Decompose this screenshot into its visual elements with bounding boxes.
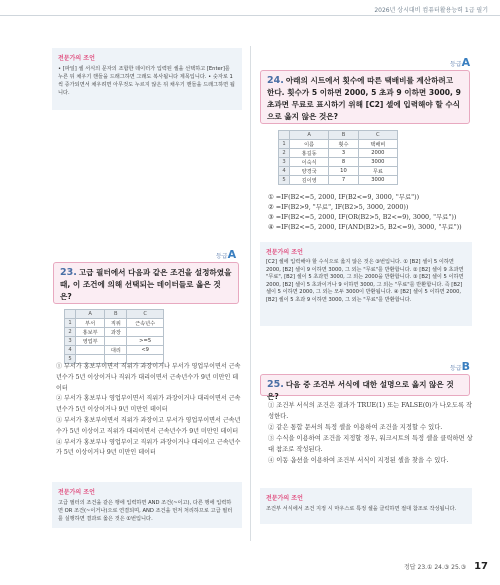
row-header: 1 (279, 140, 290, 149)
difficulty-grade: B (461, 360, 470, 373)
sheet-row (279, 149, 398, 158)
sheet-cell: 이숙식 (290, 158, 329, 167)
q23-number: 23. (60, 267, 77, 278)
q23-difficulty (216, 248, 236, 261)
sheet-row (279, 167, 398, 176)
page-footer (404, 561, 488, 572)
sheet-cell: 이름 (290, 140, 329, 149)
sheet-cell: 7 (329, 176, 358, 185)
q24-question-text: 아래의 시트에서 횟수에 따른 택배비를 계산하려고 한다. 횟수가 5 이하면 2000, 5 초과 9 이하면 3000, 9 초과면 무료로 표시하기 위해 [C2] 셀에 입력해야 할 수식으로 옳지 않은 것은? (267, 76, 461, 121)
sheet-cell: 근속년수 (127, 319, 164, 328)
sheet-cell: <9 (127, 346, 164, 355)
difficulty-grade: A (227, 248, 237, 261)
sheet-cell: >=5 (127, 337, 164, 346)
difficulty-label: 등급 (450, 365, 462, 372)
sheet-cell: 대리 (105, 346, 127, 355)
q23-option-3[interactable]: ③ 부서가 홍보부이면서 직위가 과장이고 부서가 영업부이면서 근속년수가 5년 이상이고 직위가 대리이면서 근속년수가 9년 미만인 데이터 (56, 416, 241, 435)
sheet-cell: 3000 (358, 158, 397, 167)
expert-tip-text: 조건부 서식에서 조건 지정 시 마우스로 특정 셀을 클릭하면 절대 참조로 작성됩니다. (266, 506, 457, 512)
sheet-cell: 횟수 (329, 140, 358, 149)
header-divider (0, 15, 500, 16)
sheet-header-row (65, 310, 164, 319)
answer-key: 정답 23.① 24.③ 25.③ (404, 564, 467, 571)
q24-spreadsheet (278, 130, 398, 185)
sheet-row (65, 328, 164, 337)
sheet-cell: 양경국 (290, 167, 329, 176)
sheet-header-row (279, 131, 398, 140)
expert-tip-text: [C2] 셀에 입력해야 할 수식으로 옳지 않은 것은 ③번입니다. ① [B2] 셀이 5 이하면 2000, [B2] 셀이 9 이하면 3000, 그 외는 "무료"를 반환합니다. ② [B2] 셀이 9 초과면 "무료", [B2] 셀이 5 초과면 3000, 그 외는 2000을 반환합니다. ③ [B2] 셀이 5 이하면 2000, [B2] 셀이 5 초과이거나 9 이하면 3000, 그 외는 "무료"를 반환합니다. 즉 [B2] 셀이 5 이하면 2000, 그 외는 모두 3000이 반환됩니다. ④ [B2] 셀이 5 이하면 2000, [B2] 셀이 5 초과 9 이하면 3000, 그 외는 "무료"를 반환합니다. (266, 259, 464, 303)
q25-option-1[interactable]: ① 조건부 서식의 조건은 결과가 TRUE(1) 또는 FALSE(0)가 나오도록 작성한다. (268, 402, 473, 420)
sheet-cell: 영업부 (76, 337, 105, 346)
sheet-row (65, 319, 164, 328)
q24-option-3[interactable]: ③ =IF(B2<=5, 2000, IF(OR(B2>5, B2<=9), 3000, "무료")) (268, 213, 457, 221)
q24-option-2[interactable]: ② =IF(B2>9, "무료", IF(B2>5, 3000, 2000)) (268, 203, 409, 211)
sheet-cell: 홍길동 (290, 149, 329, 158)
row-header: 4 (65, 346, 76, 355)
sheet-cell: 8 (329, 158, 358, 167)
q23-option-2[interactable]: ② 부서가 홍보부나 영업부이면서 직위가 과장이거나 대리이면서 근속년수가 5년 이상이거나 9년 미만인 데이터 (56, 395, 241, 414)
expert-tip-top-left (52, 48, 242, 110)
q24-question-box (260, 70, 470, 124)
col-header: A (76, 310, 105, 319)
col-header: C (127, 310, 164, 319)
sheet-cell: 택배비 (358, 140, 397, 149)
sheet-cell: 과장 (105, 328, 127, 337)
sheet-cell: 10 (329, 167, 358, 176)
expert-tip-title: 전문가의 조언 (266, 249, 303, 256)
q25-options (268, 400, 473, 466)
row-header: 5 (279, 176, 290, 185)
expert-tip-text: • [파일] 셀 서식의 문자의 조합한 데이터가 입력된 셀을 선택하고 [Enter]를 누른 뒤 채우기 핸들을 드래그하면 그래도 복사됩니다 제목입니다. • 숫자로 1씩 증가되면서 채우려면 아무것도 누르지 않은 뒤 채우기 핸들을 드래그하면 됩니다. (58, 66, 235, 96)
q25-option-4[interactable]: ④ 이동 옵션을 이용하여 조건부 서식이 지정된 셀을 찾을 수 있다. (268, 457, 449, 464)
q24-option-1[interactable]: ① =IF(B2<=5, 2000, IF(B2<=9, 3000, "무료")) (268, 193, 420, 201)
expert-tip-title: 전문가의 조언 (266, 495, 303, 502)
sheet-cell: 3 (329, 149, 358, 158)
q23-spreadsheet (64, 309, 164, 364)
sheet-row (65, 337, 164, 346)
q25-question-text: 다음 중 조건부 서식에 대한 설명으로 옳지 않은 것은? (267, 380, 454, 401)
sheet-cell: 김이영 (290, 176, 329, 185)
corner-cell (65, 310, 76, 319)
sheet-row (65, 346, 164, 355)
q23-question-text: 고급 필터에서 다음과 같은 조건을 설정하였을 때, 이 조건에 의해 선택되는 데이터들로 옳은 것은? (60, 268, 232, 301)
q25-number: 25. (267, 379, 284, 390)
q25-question-box (260, 374, 470, 401)
q24-number: 24. (267, 75, 284, 86)
q24-options (268, 192, 488, 232)
expert-tip-mid-right (260, 242, 472, 326)
sheet-row (279, 158, 398, 167)
sheet-cell: 부서 (76, 319, 105, 328)
sheet-row (279, 176, 398, 185)
col-header: C (358, 131, 397, 140)
row-header: 2 (65, 328, 76, 337)
difficulty-label: 등급 (450, 61, 462, 68)
expert-tip-bottom-right (260, 488, 472, 524)
sheet-cell (105, 337, 127, 346)
row-header: 4 (279, 167, 290, 176)
expert-tip-title: 전문가의 조언 (58, 55, 95, 62)
row-header: 3 (65, 337, 76, 346)
q24-option-4[interactable]: ④ =IF(B2<=5, 2000, IF(AND(B2>5, B2<=9), 3000, "무료")) (268, 223, 462, 231)
sheet-cell: 2000 (358, 149, 397, 158)
col-header: A (290, 131, 329, 140)
q23-options (56, 362, 242, 459)
sheet-cell: 홍보부 (76, 328, 105, 337)
sheet-cell (127, 328, 164, 337)
column-divider (250, 46, 251, 541)
header-title: 2026년 상시대비 컴퓨터활용능력 1급 필기 (374, 7, 488, 14)
sheet-row (279, 140, 398, 149)
sheet-cell: 무료 (358, 167, 397, 176)
col-header: B (329, 131, 358, 140)
q23-option-4[interactable]: ④ 부서가 홍보부나 영업부이고 직위가 과장이거나 대리이고 근속년수가 5년 이상이거나 9년 미만인 데이터 (56, 438, 241, 457)
col-header: B (105, 310, 127, 319)
row-header: 1 (65, 319, 76, 328)
q25-option-3[interactable]: ③ 수식을 이용하여 조건을 지정할 경우, 워크시트의 특정 셀을 클릭하면 상대 참조로 작성된다. (268, 435, 473, 453)
expert-tip-bottom-left (52, 482, 242, 528)
row-header: 5 (65, 355, 76, 364)
corner-cell (279, 131, 290, 140)
sheet-cell: 3000 (358, 176, 397, 185)
expert-tip-title: 전문가의 조언 (58, 489, 95, 496)
page-number: 17 (474, 561, 488, 572)
q24-difficulty (450, 56, 470, 69)
row-header: 3 (279, 158, 290, 167)
row-header: 2 (279, 149, 290, 158)
difficulty-label: 등급 (216, 253, 228, 260)
expert-tip-text: 고급 필터의 조건을 같은 행에 입력하면 AND 조건(~이고), 다른 행에 입력하면 OR 조건(~이거나)으로 연결되며, AND 조건을 먼저 처리하므로 고급 필터를 실행하면 결과로 옳은 것은 ①번입니다. (58, 500, 233, 522)
sheet-cell: 직위 (105, 319, 127, 328)
q23-question-box (53, 262, 239, 304)
sheet-cell (76, 346, 105, 355)
q25-option-2[interactable]: ② 같은 통합 문서의 특정 셀을 이용하여 조건을 지정할 수 있다. (268, 424, 443, 431)
difficulty-grade: A (461, 56, 471, 69)
q25-difficulty (450, 360, 470, 373)
q23-option-1[interactable]: ① 부서가 홍보부이면서 직위가 과장이거나 부서가 영업부이면서 근속년수가 5년 이상이거나 직위가 대리이면서 근속년수가 9년 미만인 데이터 (56, 363, 241, 392)
